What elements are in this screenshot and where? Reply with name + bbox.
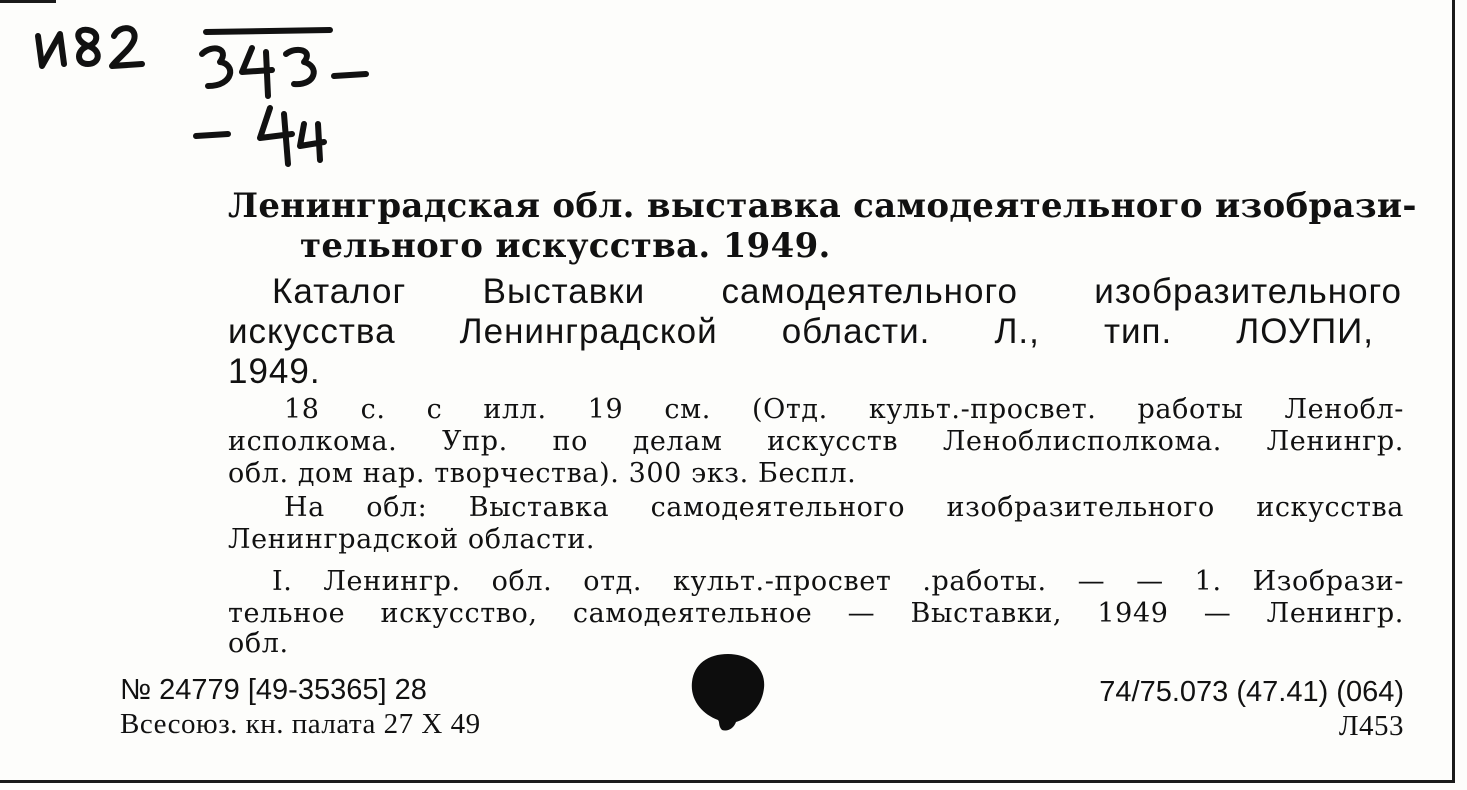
tracings-line-3: обл.: [228, 628, 289, 659]
card-top-edge: [0, 0, 56, 3]
title-line-2: искусства Ленинградской области. Л., тип. ЛОУПИ,: [228, 312, 1374, 351]
title-line-1: Каталог Выставки самодеятельного изобразительного: [272, 272, 1402, 311]
card-right-edge: [1452, 0, 1455, 782]
card-bottom-edge: [0, 780, 1455, 783]
heading-line-2: тельного искусства. 1949.: [300, 226, 831, 266]
note-line-2: Ленинградской области.: [228, 524, 596, 555]
tracings-line-2: тельное искусство, самодеятельное — Выставки, 1949 — Ленингр.: [228, 598, 1404, 629]
title-line-3: 1949.: [228, 352, 321, 391]
classification-code: 74/75.073 (47.41) (064): [1099, 676, 1404, 708]
record-number: № 24779 [49-35365] 28: [120, 674, 427, 706]
collation-line-1: 18 с. с илл. 19 см. (Отд. культ.-просвет. работы Ленобл-: [284, 394, 1404, 425]
collation-line-2: исполкома. Упр. по делам искусств Леноблисполкома. Ленингр.: [228, 426, 1404, 457]
note-line-1: На обл: Выставка самодеятельного изобразительного искусства: [284, 492, 1404, 523]
author-mark: Л453: [1338, 710, 1404, 742]
chamber-date: Всесоюз. кн. палата 27 X 49: [120, 708, 481, 740]
ink-blot-mark: [688, 652, 768, 732]
heading-line-1: Ленинградская обл. выставка самодеятельного изобрази-: [228, 186, 1417, 226]
tracings-line-1: I. Ленингр. обл. отд. культ.-просвет .работы. — — 1. Изобрази-: [272, 566, 1404, 597]
handwritten-shelf-mark: [30, 14, 390, 174]
collation-line-3: обл. дом нар. творчества). 300 экз. Беспл.: [228, 458, 857, 489]
